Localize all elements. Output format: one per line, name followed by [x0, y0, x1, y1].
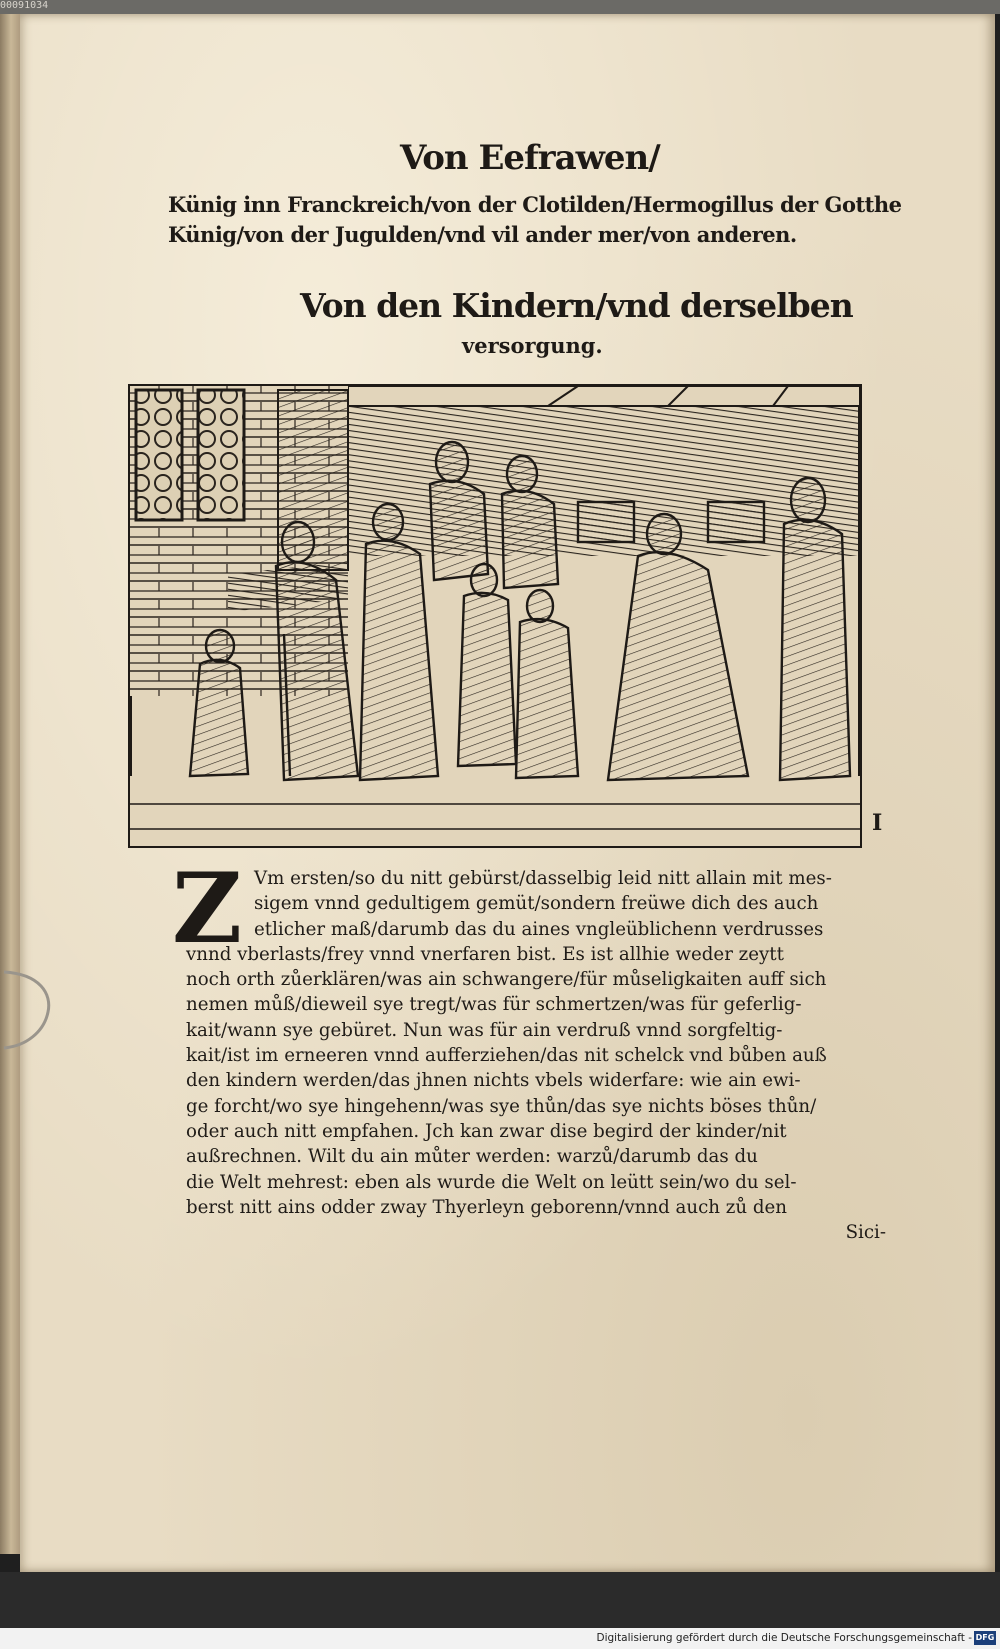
page-subheading-line-1: Künig inn Franckreich/von der Clotilden/Hermogillus der Gotthe — [168, 192, 902, 217]
body-line: nemen můß/dieweil sye tregt/was für schmertzen/was für geferlig- — [186, 994, 802, 1016]
body-line: kait/ist im erneeren vnnd aufferziehen/das nit schelck vnd bůben auß — [186, 1045, 827, 1067]
body-line: den kindern werden/das jhnen nichts vbels widerfare: wie ain ewi- — [186, 1070, 801, 1092]
page-clip — [0, 968, 56, 1052]
drop-cap: Z — [172, 852, 243, 965]
section-title: Von den Kindern/vnd derselben — [300, 286, 853, 325]
body-line: Vm ersten/so du nitt gebürst/dasselbig leid nitt allain mit mes- — [254, 868, 832, 889]
book-edge — [0, 14, 22, 1554]
body-line: etlicher maß/darumb das du aines vngleüblichenn verdrusses — [254, 918, 824, 940]
scan-top-strip — [0, 0, 1000, 14]
body-line: noch orth zůerklären/was ain schwangere/für můseligkaiten auff sich — [186, 969, 827, 991]
body-line: berst nitt ains odder zway Thyerleyn geborenn/vnnd auch zů den — [186, 1196, 787, 1218]
footer-credit: Digitalisierung gefördert durch die Deutsche Forschungsgemeinschaft - — [596, 1632, 972, 1644]
body-line: ge forcht/wo sye hingehenn/was sye thůn/das sye nichts böses thůn/ — [186, 1095, 817, 1117]
section-title-continued: versorgung. — [462, 333, 603, 358]
body-line: sigem vnnd gedultigem gemüt/sondern freüwe dich des auch — [254, 893, 819, 915]
woodcut-marker: I — [872, 810, 883, 836]
body-line: Sici- — [845, 1222, 886, 1244]
body-line: vnnd vberlasts/frey vnnd vnerfaren bist. Es ist allhie weder zeytt — [186, 943, 784, 965]
page-subheading-line-2: Künig/von der Jugulden/vnd vil ander mer/von anderen. — [168, 222, 797, 247]
body-line: die Welt mehrest: eben als wurde die Welt on leütt sein/wo du sel- — [186, 1171, 797, 1193]
body-line: oder auch nitt empfahen. Jch kan zwar dise begird der kinder/nit — [186, 1120, 787, 1142]
body-line: kait/wann sye gebüret. Nun was für ain verdruß vnnd sorgfeltig- — [186, 1019, 783, 1041]
body-text — [186, 866, 886, 1245]
scan-id-label: 00091034 — [0, 0, 49, 11]
body-line: außrechnen. Wilt du ain můter werden: warzů/darumb das du — [186, 1146, 758, 1168]
woodcut-illustration — [108, 384, 868, 854]
page-heading: Von Eefrawen/ — [400, 138, 660, 178]
dfg-logo: DFG — [974, 1631, 996, 1645]
